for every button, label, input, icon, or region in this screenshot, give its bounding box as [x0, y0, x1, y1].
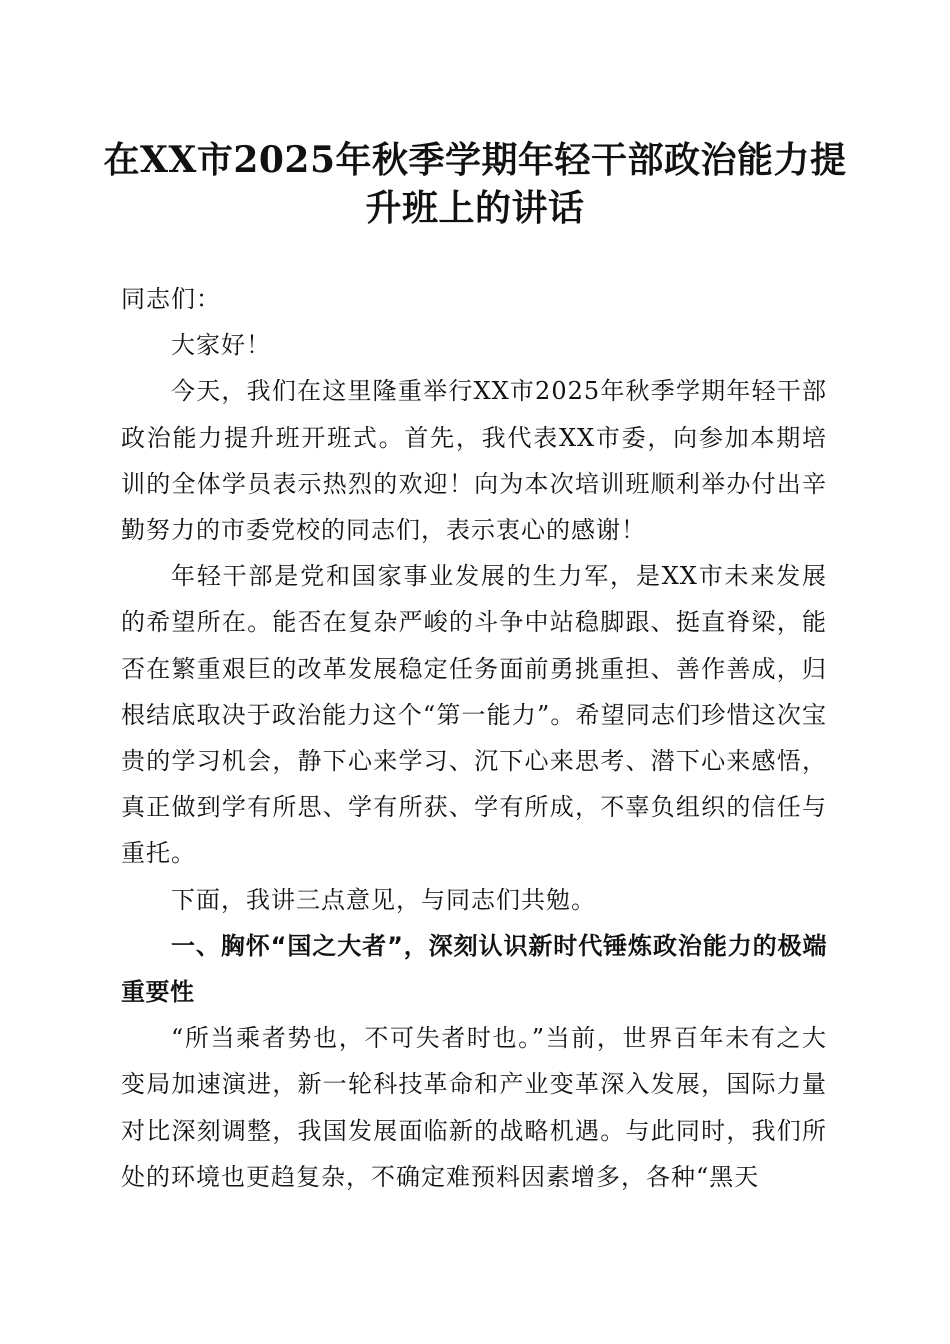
paragraph-young-cadres: 年轻干部是党和国家事业发展的生力军，是XX市未来发展的希望所在。能否在复杂严峻的斗争中站稳脚跟、挺直脊梁，能否在繁重艰巨的改革发展稳定任务面前勇挑重担、善作善成，归根结底取决于政治能力这个“第一能力”。希望同志们珍惜这次宝贵的学习机会，静下心来学习、沉下心来思考、潜下心来感悟，真正做到学有所思、学有所获、学有所成，不辜负组织的信任与重托。 — [121, 562, 827, 868]
section-heading: 一、胸怀“国之大者”，深刻认识新时代锤炼政治能力的极端重要性 — [121, 931, 827, 1007]
greeting: 大家好！ — [171, 331, 271, 360]
paragraph-three-points: 下面，我讲三点意见，与同志们共勉。 — [171, 885, 596, 914]
paragraph-opening: 今天，我们在这里隆重举行XX市2025年秋季学期年轻干部政治能力提升班开班式。首先，我代表XX市委，向参加本期培训的全体学员表示热烈的欢迎！向为本次培训班顺利举办付出辛勤努力的市委党校的同志们，表示衷心的感谢！ — [121, 377, 827, 545]
document-title: 在XX市2025年秋季学期年轻干部政治能力提升班上的讲话 — [103, 139, 847, 229]
salutation: 同志们： — [121, 285, 221, 313]
document-body — [121, 276, 827, 1200]
section-paragraph: “所当乘者势也，不可失者时也。”当前，世界百年未有之大变局加速演进，新一轮科技革命和产业变革深入发展，国际力量对比深刻调整，我国发展面临新的战略机遇。与此同时，我们所处的环境也更趋复杂，不确定难预料因素增多，各种“黑天 — [121, 1024, 827, 1191]
